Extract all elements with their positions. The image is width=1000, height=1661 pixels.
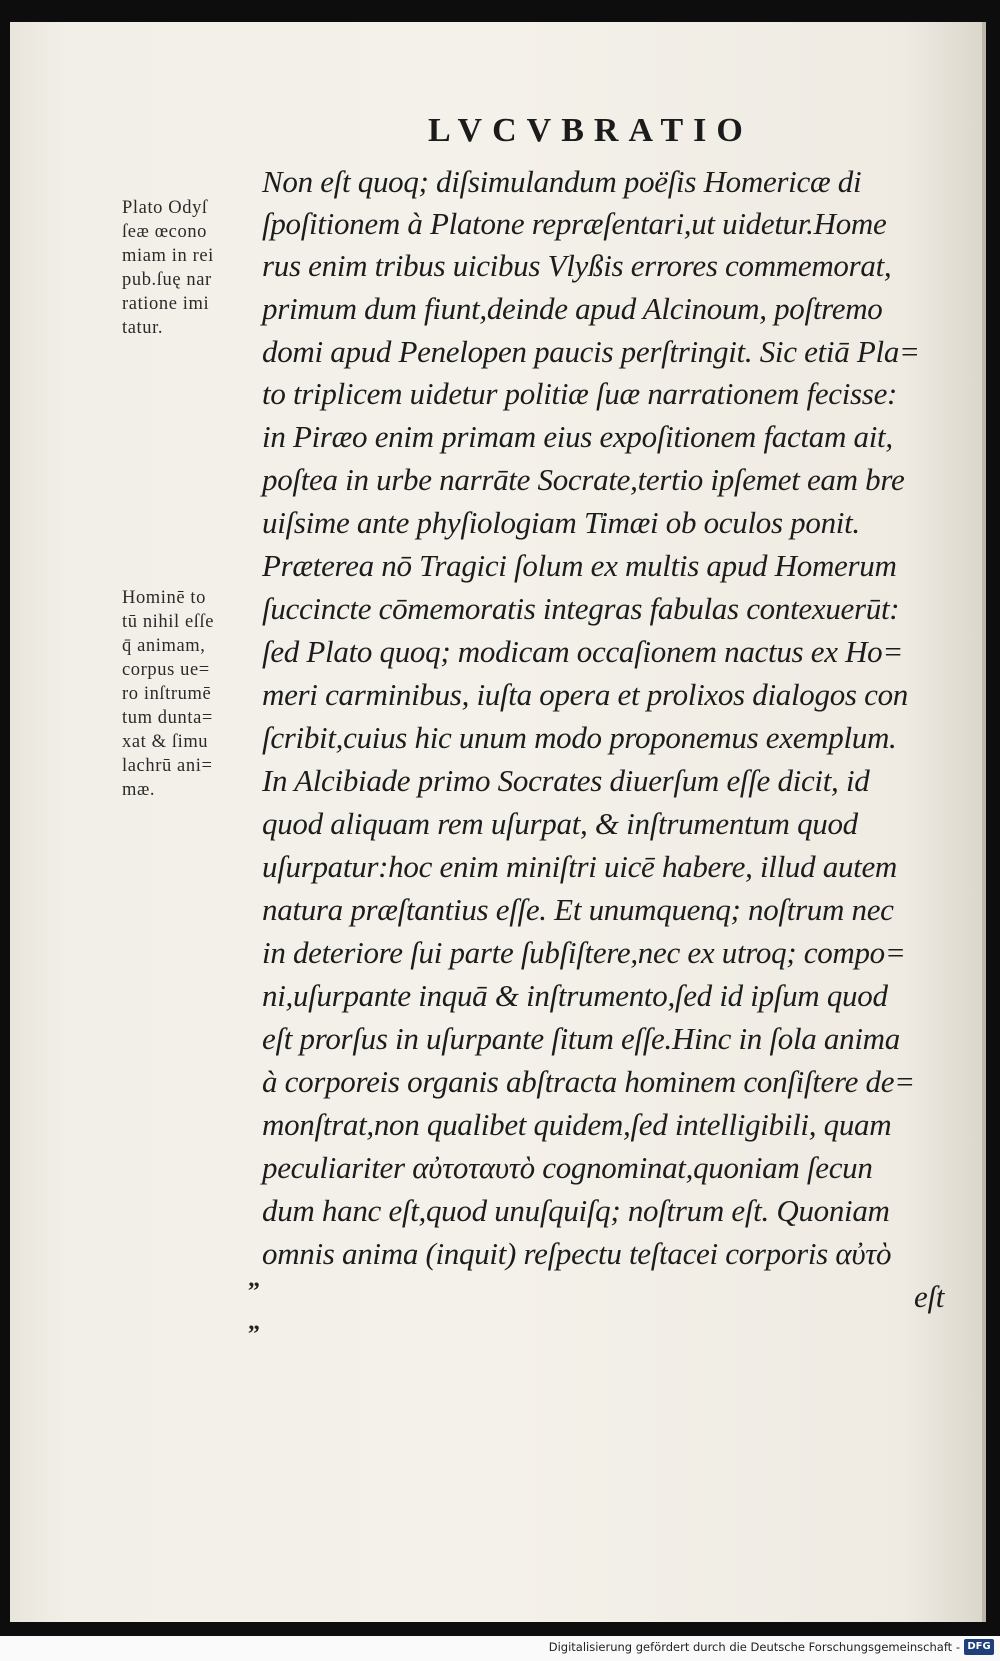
margin-note-line: xat & ſimu xyxy=(122,732,209,752)
catchword: eſt xyxy=(914,1279,945,1314)
margin-note-line: q̄ animam, xyxy=(122,636,206,656)
text-line: omnis anima (inquit) reſpectu teſtacei corporis αὐτὸ xyxy=(262,1236,892,1271)
text-line: In Alcibiade primo Socrates diuerſum eſſe dicit, id xyxy=(262,763,870,798)
text-line: ſuccincte cōmemoratis integras fabulas contexuerūt: xyxy=(262,591,900,626)
margin-note-line: ro inſtrumē xyxy=(122,684,212,704)
text-line: à corporeis organis abſtracta hominem conſiſtere de= xyxy=(262,1064,915,1099)
quotation-mark: „ xyxy=(248,1309,260,1335)
text-line: ſpoſitionem à Platone repræſentari,ut uidetur.Home xyxy=(262,206,887,241)
text-line: quod aliquam rem uſurpat, & inſtrumentum quod xyxy=(262,806,858,841)
margin-note-line: tatur. xyxy=(122,318,164,338)
text-line: Non eſt quoq; diſsimulandum poëſis Homericæ di xyxy=(262,164,862,199)
text-line: peculiariter αὐτοταυτὸ cognominat,quoniam ſecun xyxy=(262,1150,873,1185)
text-line: ſcribit,cuius hic unum modo proponemus exemplum. xyxy=(262,720,897,755)
text-line: in deteriore ſui parte ſubſiſtere,nec ex utroq; compo= xyxy=(262,935,906,970)
text-line: natura præſtantius eſſe. Et unumquenq; noſtrum nec xyxy=(262,892,894,927)
text-line: meri carminibus, iuſta opera et prolixos dialogos con xyxy=(262,677,908,712)
margin-note-line: miam in rei xyxy=(122,246,214,266)
text-line: uiſsime ante phyſiologiam Timæi ob oculos ponit. xyxy=(262,505,860,540)
margin-note-line: tum dunta= xyxy=(122,708,213,728)
margin-note-line: lachrū ani= xyxy=(122,756,213,776)
footer-bar xyxy=(0,1636,1000,1661)
quotation-mark: „ xyxy=(248,1266,260,1292)
text-line: ni,uſurpante inquā & inſtrumento,ſed id ipſum quod xyxy=(262,978,888,1013)
text-line: to triplicem uidetur politiæ ſuæ narrationem fecisse: xyxy=(262,376,898,411)
margin-note-line: mæ. xyxy=(122,780,156,800)
text-line: monſtrat,non qualibet quidem,ſed intelligibili, quam xyxy=(262,1107,892,1142)
text-line: eſt prorſus in uſurpante ſitum eſſe.Hinc in ſola anima xyxy=(262,1021,900,1056)
margin-note-line: pub.ſuę nar xyxy=(122,270,212,290)
funding-notice: Digitalisierung gefördert durch die Deutsche Forschungsgemeinschaft - xyxy=(548,1640,960,1654)
text-line: in Piræo enim primam eius expoſitionem factam ait, xyxy=(262,419,893,454)
margin-note-line: tū nihil eſſe xyxy=(122,612,215,632)
margin-note-line: ratione imi xyxy=(122,294,210,314)
dfg-logo-icon: DFG xyxy=(964,1639,994,1655)
margin-note-line: Plato Odyſ xyxy=(122,198,208,218)
margin-note-line: Hominē to xyxy=(122,588,207,608)
text-line: dum hanc eſt,quod unuſquiſq; noſtrum eſt. Quoniam xyxy=(262,1193,890,1228)
running-head: LVCVBRATIO xyxy=(428,112,753,149)
text-line: uſurpatur:hoc enim miniſtri uicē habere, illud autem xyxy=(262,849,898,884)
text-line: rus enim tribus uicibus Vlyßis errores commemorat, xyxy=(262,248,892,283)
text-line: ſed Plato quoq; modicam occaſionem nactus ex Ho= xyxy=(262,634,904,669)
text-line: primum dum fiunt,deinde apud Alcinoum, poſtremo xyxy=(262,291,883,326)
text-line: poſtea in urbe narrāte Socrate,tertio ipſemet eam bre xyxy=(262,462,905,497)
text-line: domi apud Penelopen paucis perſtringit. Sic etiā Pla= xyxy=(262,334,920,369)
margin-note-line: ſeæ œcono xyxy=(122,222,208,242)
text-line: Præterea nō Tragici ſolum ex multis apud Homerum xyxy=(262,548,897,583)
margin-note-line: corpus ue= xyxy=(122,660,210,680)
